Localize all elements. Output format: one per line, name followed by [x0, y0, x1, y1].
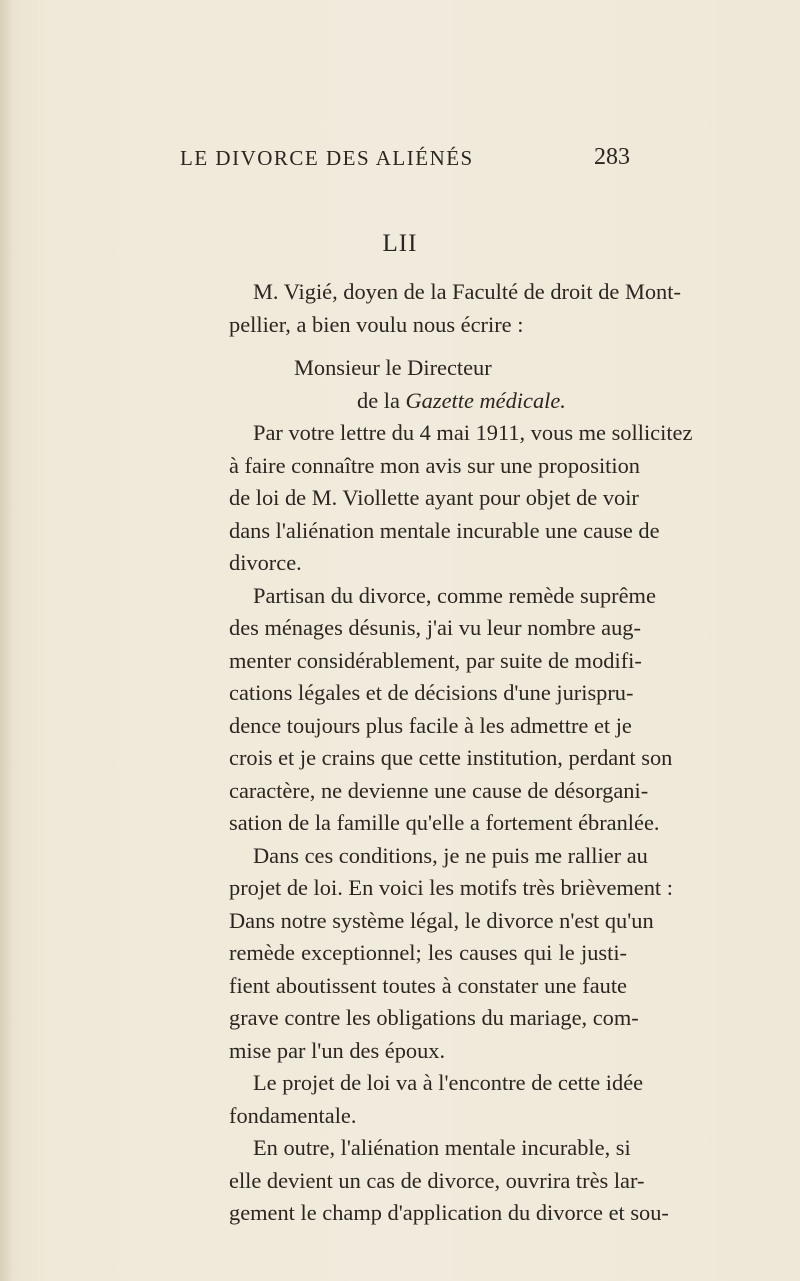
text-line: des ménages désunis, j'ai vu leur nombre aug- — [229, 615, 641, 640]
text-line: mise par l'un des époux. — [229, 1037, 446, 1063]
text-line: En outre, l'aliénation mentale incurable, si — [253, 1135, 631, 1160]
text-line: Partisan du divorce, comme remède suprême — [253, 582, 656, 608]
chapter-number: LII — [382, 230, 418, 257]
salutation-prefix: de la — [357, 387, 406, 413]
paragraph-5 — [229, 1132, 669, 1230]
letter-body — [229, 276, 693, 1230]
salutation-line-2 — [229, 385, 627, 418]
text-line: grave contre les obligations du mariage, com- — [229, 1005, 639, 1030]
paragraph-3 — [229, 840, 673, 1068]
text-line: remède exceptionnel; les causes qui le justi- — [229, 940, 627, 965]
text-line: M. Vigié, doyen de la Faculté de droit de Mont- — [253, 279, 681, 304]
text-line: Dans ces conditions, je ne puis me rallier au — [253, 842, 648, 868]
page-edge-shadow — [0, 0, 14, 1281]
running-head: LE DIVORCE DES ALIÉNÉS — [180, 146, 474, 170]
text-line: pellier, a bien voulu nous écrire : — [229, 311, 524, 337]
text-line: gement le champ d'application du divorce et sou- — [229, 1200, 669, 1225]
page-header — [180, 146, 630, 182]
text-line: projet de loi. En voici les motifs très brièvement : — [229, 875, 673, 900]
salutation-line-1: Monsieur le Directeur — [294, 355, 492, 380]
paragraph-4 — [229, 1067, 644, 1132]
text-line: fient aboutissent toutes à constater une faute — [229, 972, 627, 998]
text-line: Le projet de loi va à l'encontre de cette idée — [253, 1070, 644, 1095]
page-number: 283 — [594, 144, 630, 170]
text-line: Par votre lettre du 4 mai 1911, vous me sollicitez — [253, 420, 693, 445]
text-line: sation de la famille qu'elle a fortement ébranlée. — [229, 810, 660, 835]
text-line: elle devient un cas de divorce, ouvrira très lar- — [229, 1167, 645, 1193]
intro-paragraph — [229, 276, 681, 341]
text-line: dans l'aliénation mentale incurable une cause de — [229, 517, 660, 543]
paragraph-2 — [229, 580, 673, 840]
text-line: de loi de M. Viollette ayant pour objet de voir — [229, 485, 639, 510]
paragraph-1 — [229, 417, 693, 580]
text-line: Dans notre système légal, le divorce n'est qu'un — [229, 907, 654, 933]
text-line: crois et je crains que cette institution, perdant son — [229, 745, 673, 770]
journal-title: Gazette médicale. — [405, 387, 566, 413]
text-line: cations légales et de décisions d'une jurispru- — [229, 680, 634, 705]
text-line: menter considérablement, par suite de modifi- — [229, 647, 642, 673]
text-line: dence toujours plus facile à les admettre et je — [229, 712, 632, 738]
text-line: caractère, ne devienne une cause de désorgani- — [229, 777, 649, 803]
text-line: divorce. — [229, 550, 302, 575]
text-line: à faire connaître mon avis sur une proposition — [229, 452, 641, 478]
text-line: fondamentale. — [229, 1102, 357, 1128]
